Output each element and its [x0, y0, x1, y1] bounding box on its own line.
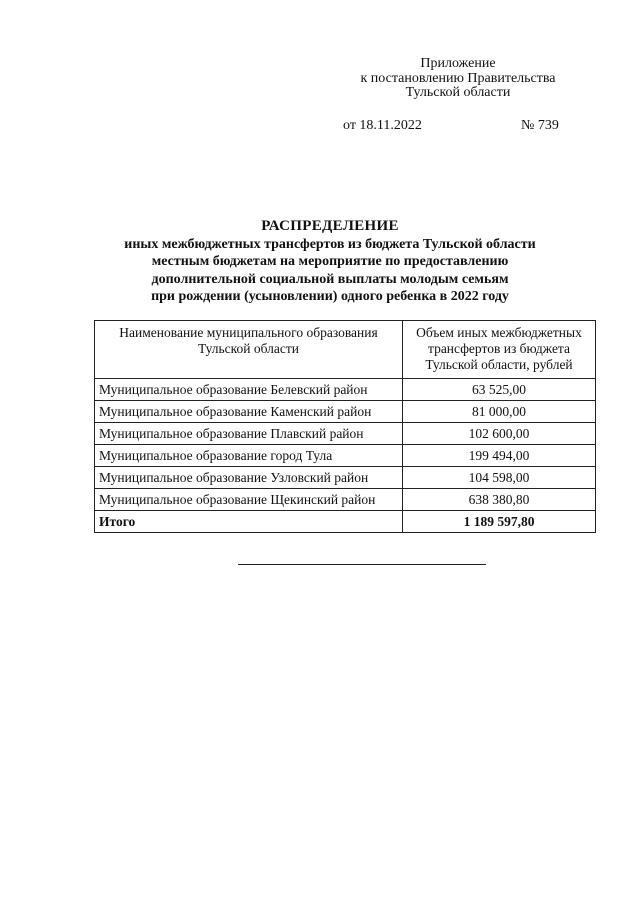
header-amount: Объем иных межбюджетных трансфертов из бюджета Тульской области, рублей — [403, 321, 596, 379]
total-row — [95, 511, 596, 533]
table-row — [95, 423, 596, 445]
row-amount: 102 600,00 — [403, 423, 596, 445]
appendix-line-1: Приложение — [420, 56, 496, 71]
row-amount: 638 380,80 — [403, 489, 596, 511]
table-row — [95, 445, 596, 467]
title-line-1: иных межбюджетных трансфертов из бюджета Тульской области — [124, 236, 536, 252]
appendix-header — [330, 57, 586, 101]
closing-divider — [238, 564, 486, 565]
row-amount: 63 525,00 — [403, 379, 596, 401]
resolution-date: от 18.11.2022 — [343, 118, 422, 133]
document-title — [70, 218, 590, 306]
appendix-line-3: Тульской области — [405, 85, 511, 100]
row-name: Муниципальное образование город Тула — [95, 445, 403, 467]
row-name: Муниципальное образование Щекинский район — [95, 489, 403, 511]
title-line-2: местным бюджетам на мероприятие по предоставлению — [151, 254, 509, 269]
table-row — [95, 467, 596, 489]
row-name: Муниципальное образование Плавский район — [95, 423, 403, 445]
resolution-number: № 739 — [521, 118, 559, 133]
total-label: Итого — [95, 511, 403, 533]
table-header-row — [95, 321, 596, 379]
header-municipality: Наименование муниципального образования Тульской области — [95, 321, 403, 379]
row-amount: 81 000,00 — [403, 401, 596, 423]
table-row — [95, 489, 596, 511]
resolution-line — [0, 118, 640, 136]
row-name: Муниципальное образование Каменский район — [95, 401, 403, 423]
row-amount: 199 494,00 — [403, 445, 596, 467]
appendix-line-2: к постановлению Правительства — [360, 70, 556, 86]
table-row — [95, 379, 596, 401]
title-line-3: дополнительной социальной выплаты молодым семьям — [151, 271, 509, 287]
row-name: Муниципальное образование Узловский район — [95, 467, 403, 489]
table-row — [95, 401, 596, 423]
title-main: РАСПРЕДЕЛЕНИЕ — [261, 218, 399, 234]
title-line-4: при рождении (усыновлении) одного ребенка в 2022 году — [151, 289, 509, 304]
row-amount: 104 598,00 — [403, 467, 596, 489]
distribution-table — [94, 320, 596, 533]
row-name: Муниципальное образование Белевский район — [95, 379, 403, 401]
total-amount: 1 189 597,80 — [403, 511, 596, 533]
